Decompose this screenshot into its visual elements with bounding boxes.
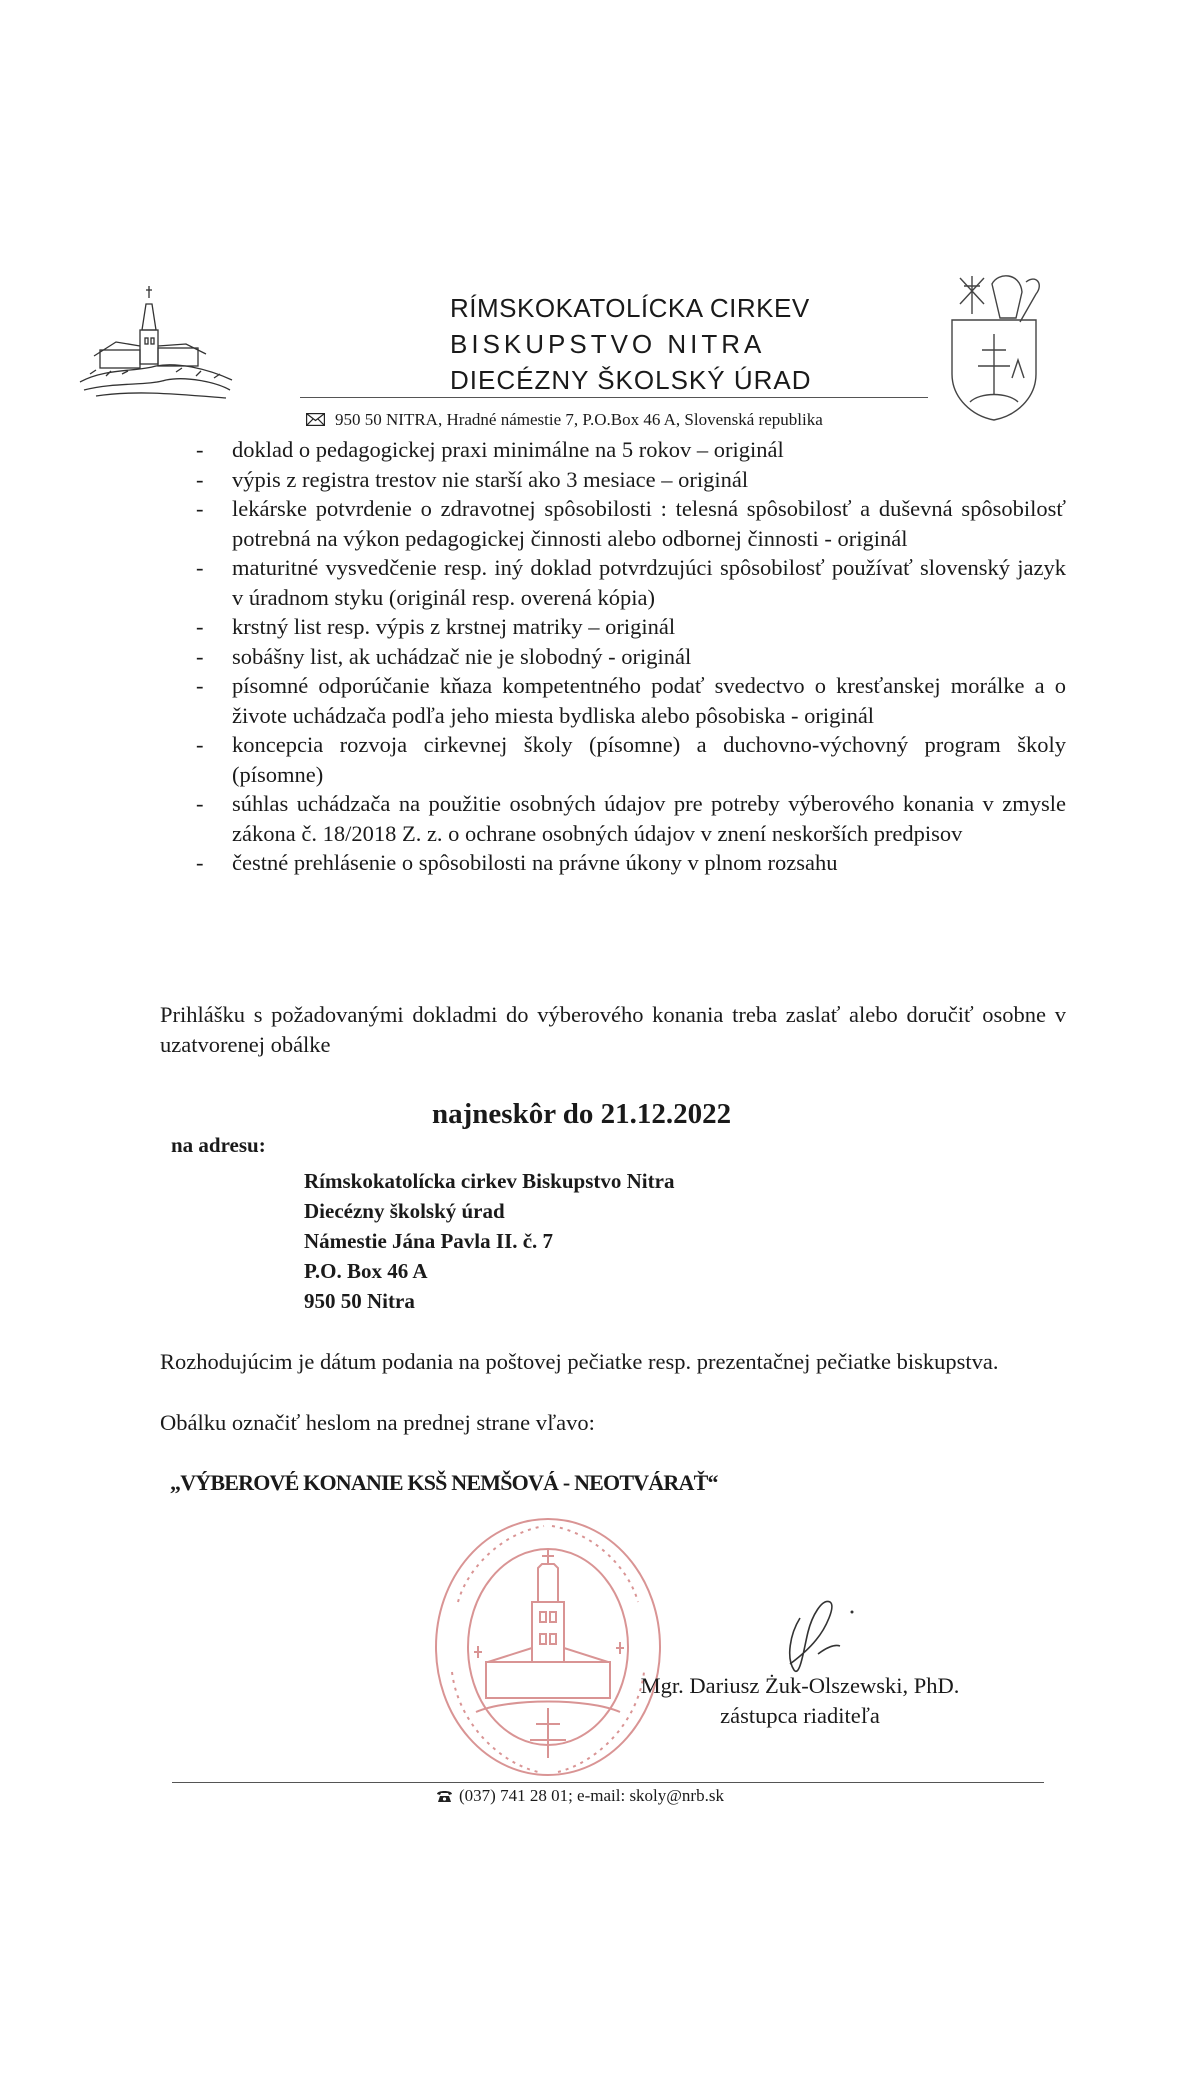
signatory <box>600 1671 1000 1731</box>
address-line: Rímskokatolícka cirkev Biskupstvo Nitra <box>304 1169 675 1193</box>
ordinariate-seal-icon <box>428 1512 668 1782</box>
castle-drawing-icon <box>76 284 236 402</box>
mailing-address <box>304 1166 674 1316</box>
list-item: - čestné prehlásenie o spôsobilosti na právne úkony v plnom rozsahu <box>160 848 1066 878</box>
address-line: 950 50 Nitra <box>304 1289 415 1313</box>
envelope-slogan: „VÝBEROVÉ KONANIE KSŠ NEMŠOVÁ - NEOTVÁRAŤ“ <box>170 1470 718 1495</box>
envelope-icon <box>306 413 325 426</box>
address-line: P.O. Box 46 A <box>304 1259 428 1283</box>
list-item: - písomné odporúčanie kňaza kompetentného podať svedectvo o kresťanskej morálke a o živote uchádzača podľa jeho miesta bydliska alebo pôsobiska - originál <box>160 671 1066 730</box>
submission-instructions: Prihlášku s požadovanými dokladmi do výberového konania treba zaslať alebo doručiť osobne v uzatvorenej obálke <box>160 1002 1066 1057</box>
list-item: - sobášny list, ak uchádzač nie je slobodný - originál <box>160 642 1066 672</box>
list-item: - maturitné vysvedčenie resp. iný doklad potvrdzujúci spôsobilosť používať slovenský jazyk v úradnom styku (originál resp. overená kópia) <box>160 553 1066 612</box>
list-item: - výpis z registra trestov nie starší ako 3 mesiace – originál <box>160 465 1066 495</box>
diocese-crest-icon <box>940 274 1048 422</box>
list-item: - súhlas uchádzača na použitie osobných údajov pre potreby výberového konania v zmysle zákona č. 18/2018 Z. z. o ochrane osobných údajov v znení neskorších predpisov <box>160 789 1066 848</box>
org-name-line-1: RÍMSKOKATOLÍCKA CIRKEV <box>450 293 810 323</box>
address-line: Diecézny školský úrad <box>304 1199 505 1223</box>
org-name-line-3: DIECÉZNY ŠKOLSKÝ ÚRAD <box>450 365 812 395</box>
envelope-marking-note: Obálku označiť heslom na prednej strane vľavo: <box>160 1410 595 1435</box>
footer-contact-text: (037) 741 28 01; e-mail: skoly@nrb.sk <box>459 1786 724 1805</box>
header-divider <box>300 397 928 398</box>
footer-contact <box>436 1786 724 1806</box>
address-line: Námestie Jána Pavla II. č. 7 <box>304 1229 554 1253</box>
address-label: na adresu: <box>171 1133 266 1157</box>
decision-note: Rozhodujúcim je dátum podania na poštovej pečiatke resp. prezentačnej pečiatke biskupstva. <box>160 1349 999 1374</box>
list-item: - lekárske potvrdenie o zdravotnej spôsobilosti : telesná spôsobilosť a duševná spôsobilosť potrebná na výkon pedagogickej činnosti alebo odbornej činnosti - originál <box>160 494 1066 553</box>
telephone-icon <box>436 1789 453 1803</box>
signatory-title: zástupca riaditeľa <box>720 1703 880 1728</box>
list-item: - koncepcia rozvoja cirkevnej školy (písomne) a duchovno-výchovný program školy (písomne) <box>160 730 1066 789</box>
deadline: najneskôr do 21.12.2022 <box>432 1098 732 1130</box>
header-address-text: 950 50 NITRA, Hradné námestie 7, P.O.Box 46 A, Slovenská republika <box>335 410 823 429</box>
list-item: - doklad o pedagogickej praxi minimálne na 5 rokov – originál <box>160 435 1066 465</box>
header-address <box>306 410 823 430</box>
org-name-line-2: BISKUPSTVO NITRA <box>450 329 766 359</box>
requirements-list <box>160 435 1066 878</box>
list-item: - krstný list resp. výpis z krstnej matriky – originál <box>160 612 1066 642</box>
organization-name <box>450 290 812 398</box>
signatory-name: Mgr. Dariusz Żuk-Olszewski, PhD. <box>640 1673 960 1698</box>
footer-divider <box>172 1782 1044 1783</box>
